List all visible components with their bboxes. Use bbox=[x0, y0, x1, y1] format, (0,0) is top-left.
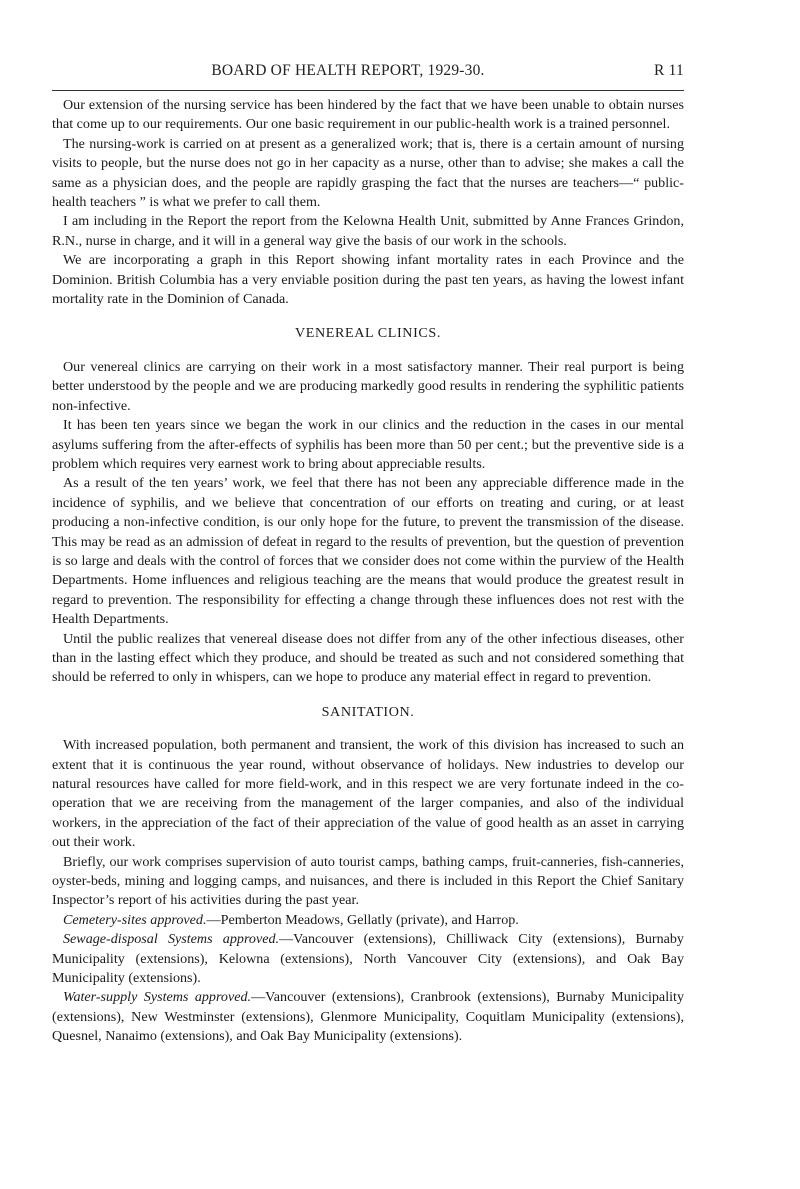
water-systems-lead: Water-supply Systems approved. bbox=[63, 989, 252, 1006]
report-body bbox=[52, 96, 684, 1047]
venereal-clinics-heading: VENEREAL CLINICS. bbox=[295, 325, 441, 342]
running-header bbox=[52, 62, 684, 84]
sanitation-heading: SANITATION. bbox=[321, 703, 415, 720]
sanitation-paragraph: With increased population, both permanent and transient, the work of this division has increased to such an extent that it is continuous the year round, without observance of holidays. New industries to develop our natural resources have called for more field-work, and in this respect we are very fortunate indeed in the co-operation that we are receiving from the management of the larger companies, and also of the individual workers, in the appreciation of the fact of their appreciation of the value of good health as an asset in carrying out their work. bbox=[52, 737, 684, 851]
water-systems-text: —Vancouver (extensions), Cranbrook (extensions), Burnaby Municipality (extensions), New Westminster (extensions), Glenmore Municipality, Coquitlam Municipality (extensions), Quesnel, Nanaimo (extensions), and Oak Bay Municipality (extensions). bbox=[52, 989, 684, 1045]
report-page bbox=[52, 62, 684, 1047]
header-rule bbox=[52, 90, 684, 91]
sewage-systems-text: —Vancouver (extensions), Chilliwack City (extensions), Burnaby Municipality (extensions), Kelowna (extensions), North Vancouver City (extensions), and Oak Bay Municipality (extensions). bbox=[52, 931, 684, 987]
venereal-paragraph: It has been ten years since we began the work in our clinics and the reduction in the cases in our mental asylums suffering from the after-effects of syphilis has been more than 50 per cent.; but the preventive side is a problem which requires very earnest work to bring about appreciable results. bbox=[52, 417, 684, 472]
cemetery-sites-text: —Pemberton Meadows, Gellatly (private), and Harrop. bbox=[206, 911, 519, 928]
venereal-paragraph: Our venereal clinics are carrying on their work in a most satisfactory manner. Their real purport is being better understood by the people and we are producing markedly good results in rendering the syphilitic patients non-infective. bbox=[52, 358, 684, 414]
sewage-systems-paragraph bbox=[52, 930, 684, 988]
water-systems-paragraph bbox=[52, 988, 684, 1046]
sewage-systems-lead: Sewage-disposal Systems approved. bbox=[63, 931, 280, 948]
header-title: BOARD OF HEALTH REPORT, 1929-30. bbox=[211, 62, 485, 79]
cemetery-sites-lead: Cemetery-sites approved. bbox=[63, 911, 207, 928]
intro-paragraph: I am including in the Report the report from the Kelowna Health Unit, submitted by Anne Frances Grindon, R.N., nurse in charge, and it will in a general way give the basis of our work in the schools. bbox=[52, 213, 684, 249]
intro-paragraph: Our extension of the nursing service has been hindered by the fact that we have been unable to obtain nurses that come up to our requirements. Our one basic requirement in our public-health work is a trained personnel. bbox=[52, 97, 684, 133]
venereal-paragraph: As a result of the ten years’ work, we feel that there has not been any appreciable difference made in the incidence of syphilis, and we believe that concentration of our efforts on treating and curing, or at least producing a non-infective condition, is our only hope for the future, to prevent the transmission of the disease. This may be read as an admission of defeat in regard to the results of prevention, but the question of prevention is so large and deals with the control of forces that we consider does not come within the purview of the Health Departments. Home influences and religious teaching are the means that would produce the greatest result in regard to prevention. The responsibility for effecting a change through these influences does not rest with the Health Departments. bbox=[52, 475, 684, 628]
intro-paragraph: The nursing-work is carried on at present as a generalized work; that is, there is a certain amount of nursing visits to people, but the nurse does not go in her capacity as a nurse, other than to advise; she makes a call the same as a physician does, and the people are rapidly grasping the fact that the nurses are teachers—“ public-health teachers ” is what we prefer to call them. bbox=[52, 135, 684, 211]
cemetery-sites-paragraph bbox=[52, 911, 684, 930]
page-number: R 11 bbox=[654, 62, 684, 79]
intro-paragraph: We are incorporating a graph in this Report showing infant mortality rates in each Province and the Dominion. British Columbia has a very enviable position during the past ten years, as having the lowest infant mortality rate in the Dominion of Canada. bbox=[52, 252, 684, 308]
sanitation-paragraph: Briefly, our work comprises supervision of auto tourist camps, bathing camps, fruit-canneries, fish-canneries, oyster-beds, mining and logging camps, and nuisances, and there is included in this Report the Chief Sanitary Inspector’s report of his activities during the past year. bbox=[52, 853, 684, 909]
venereal-paragraph: Until the public realizes that venereal disease does not differ from any of the other infectious diseases, other than in the lasting effect which they produce, and should be treated as such and not considered something that should be referred to only in whispers, can we hope to produce any material effect in regard to prevention. bbox=[52, 630, 684, 686]
